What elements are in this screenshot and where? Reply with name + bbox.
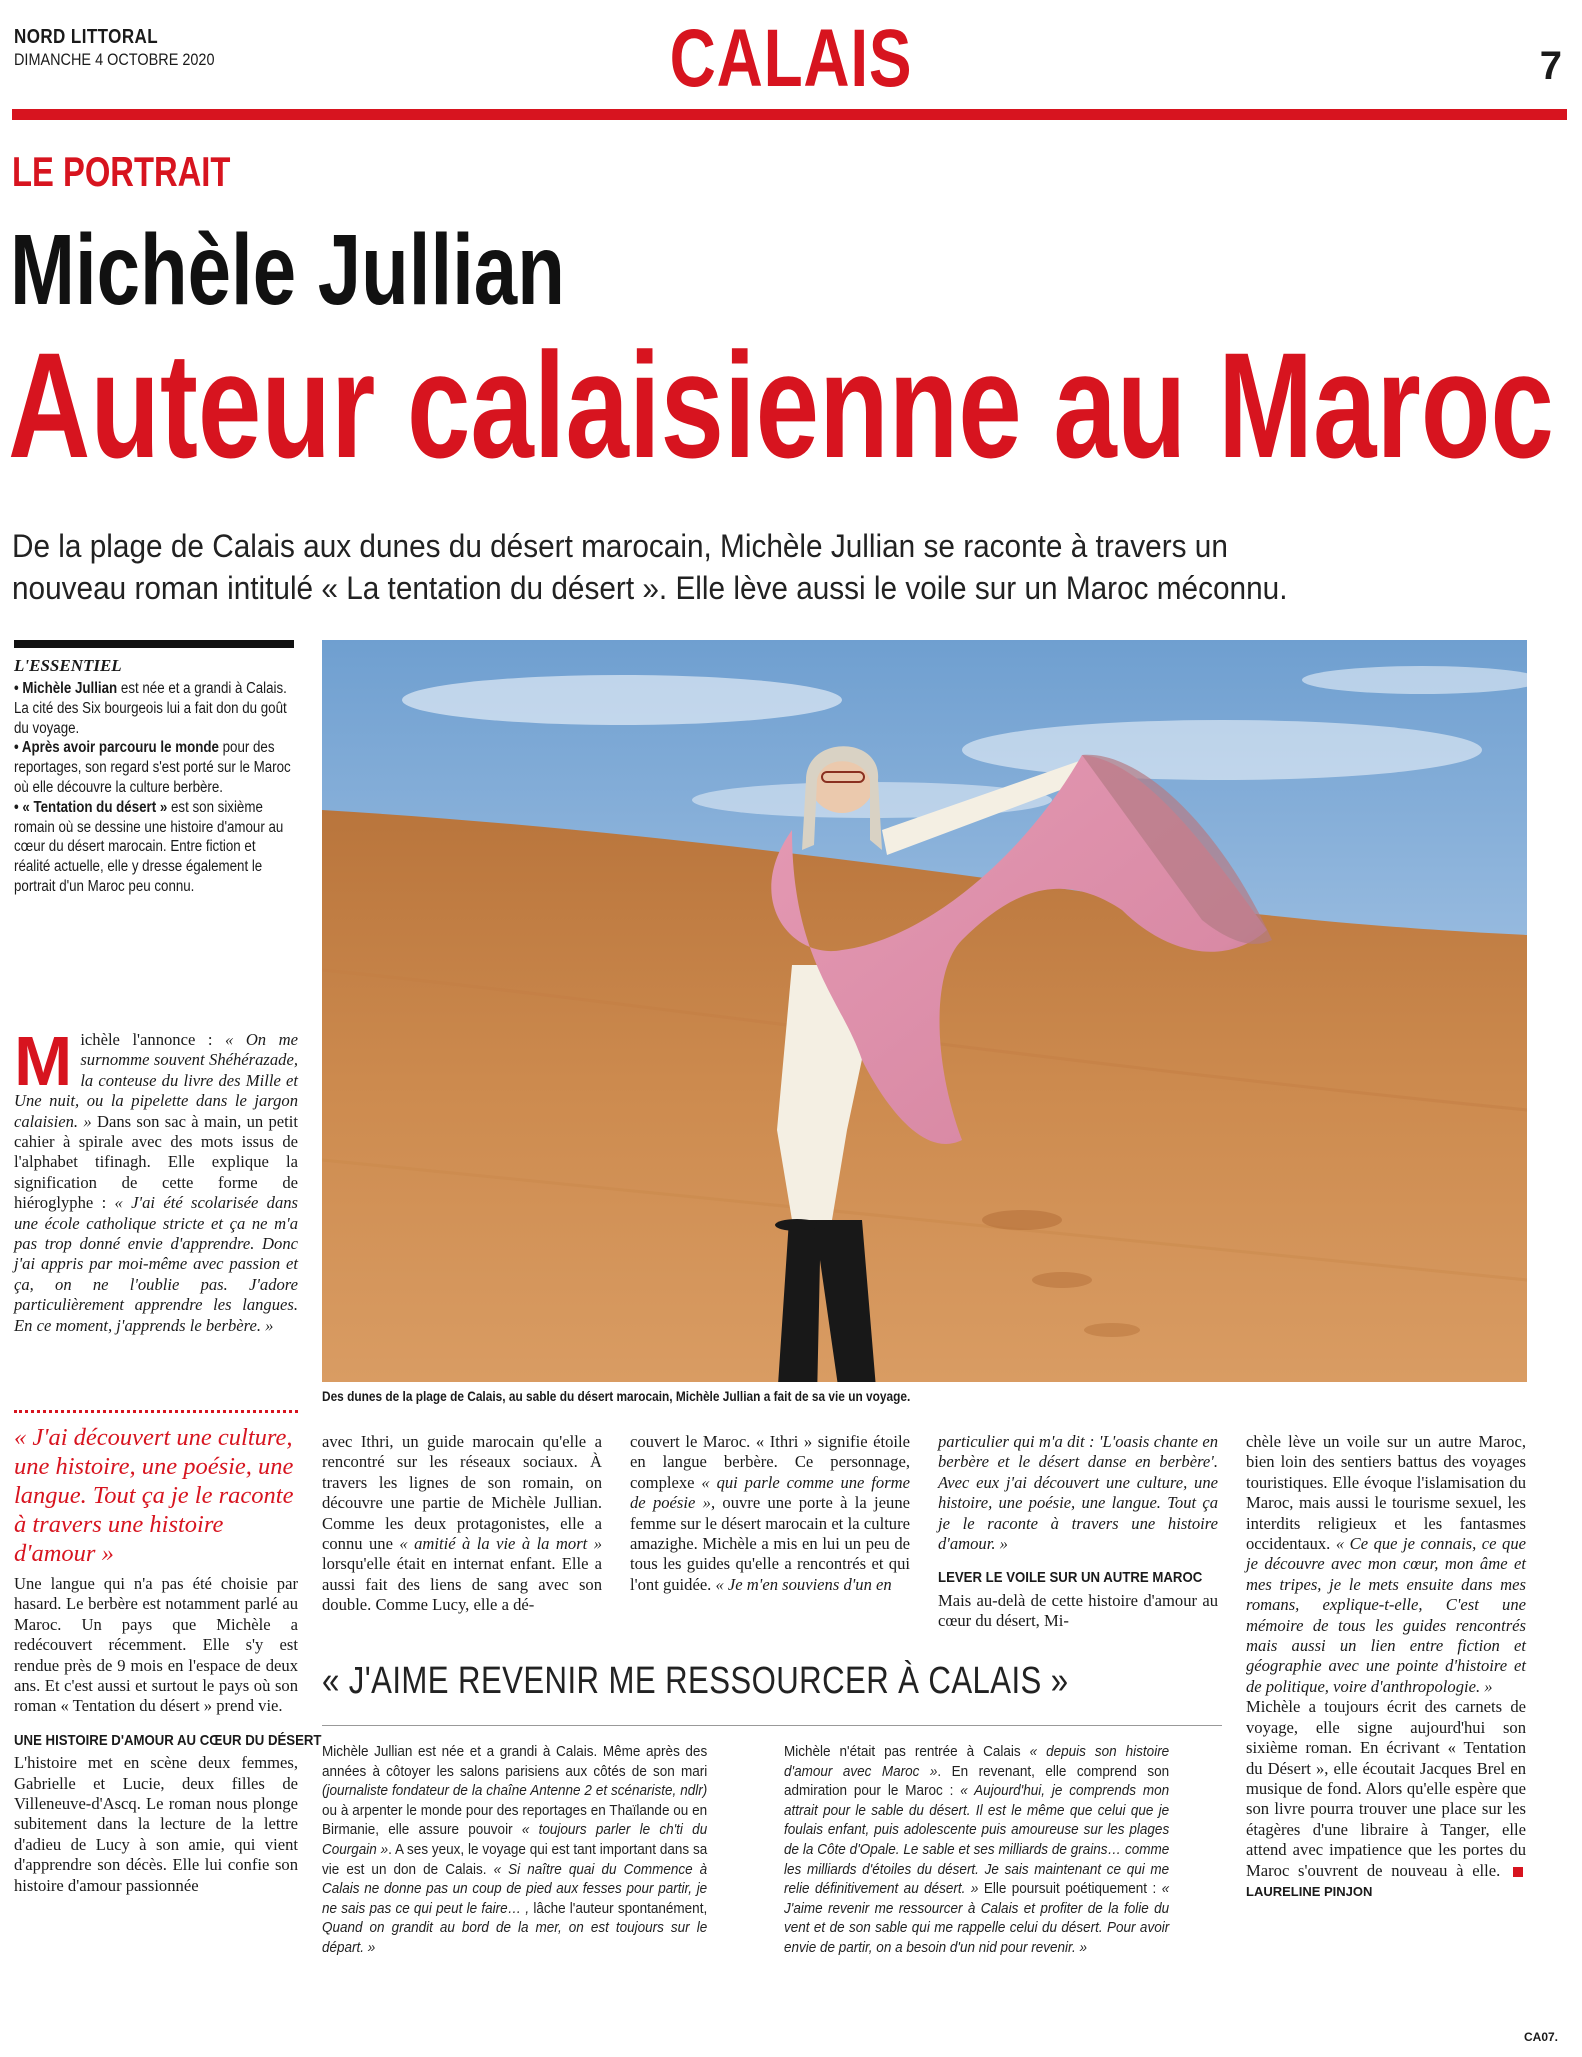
body-column-3: couvert le Maroc. « Ithri » signifie étoile en langue berbère. Ce personnage, complexe « qui parle comme une forme de poésie », ouvre une porte à la jeune femme sur le désert marocain et la culture amazighe. Michèle a mis en lui un peu de tous les guides qu'elle a rencontrés et qui l'ont guidée. « Je m'en souviens d'un en (630, 1432, 910, 1594)
article-standfirst: De la plage de Calais aux dunes du désert marocain, Michèle Jullian se raconte à travers un nouveau roman intitulé « La tentation du désert ». Elle lève aussi le voile sur un Maroc méconnu. (12, 528, 1288, 606)
pull-quote: « J'ai découvert une culture, une histoire, une poésie, une langue. Tout ça je le raconte à travers une histoire d'amour » (14, 1424, 294, 1567)
author-signature: LAURELINE PINJON (1246, 1883, 1373, 1899)
subhead: UNE HISTOIRE D'AMOUR AU CŒUR DU DÉSERT (14, 1731, 322, 1749)
essentiel-item: • « Tentation du désert » est son sixième romain où se dessine une histoire d'amour au cœur du désert marocain. Entre fiction et réalité actuelle, elle y dresse également le portrait d'un Maroc peu connu. (14, 798, 284, 895)
body-column-4: particulier qui m'a dit : 'L'oasis chante en berbère et le désert danse en berbère'. Avec eux j'ai découvert une culture, une histoire, une poésie, une langue. Tout ça je le raconte à travers une histoire d'amour. » LEVER LE VOILE SUR UN AUTRE MAROC Mais au-delà de cette histoire d'amour au cœur du désert, Mi- (938, 1432, 1218, 1631)
inset-column-left: Michèle Jullian est née et a grandi à Calais. Même après des années à côtoyer les salons parisiens aux côtés de son mari (journaliste fondateur de la chaîne Antenne 2 et scénariste, ndlr) ou à arpenter le monde pour des reportages en Thaïlande ou en Birmanie, elle assure pouvoir « toujours parler le ch'ti du Courgain ». A ses yeux, le voyage qui est tant important dans sa vie est un don de Calais. « Si naître quai du Commence à Calais ne donne pas un coup de pied aux fesses pour partir, je ne sais pas ce qui peut le faire… , lâche l'auteur spontanément, Quand on grandit au bord de la mer, on est toujours sur le départ. » (322, 1743, 708, 1956)
body-column-1: Une langue qui n'a pas été choisie par hasard. Le berbère est notamment parlé au Maroc. Un pays que Michèle a redécouvert récemment. Elle s'y est rendue près de 9 mois en l'espace de deux ans. Et c'est aussi et surtout le pays où son roman « Tentation du désert » prend vie. UNE HISTOIRE D'AMOUR AU CŒUR DU DÉSERT L'histoire met en scène deux femmes, Gabrielle et Lucie, deux filles de Villeneuve-d'Ascq. Le roman nous plonge subitement dans la lecture de la lettre d'adieu de Lucy à son amie, qui vient d'apprendre son décès. Elle lui confie son histoire d'amour passionnée (14, 1574, 322, 1895)
signature-square-icon (1513, 1867, 1523, 1877)
inset-rule (322, 1725, 1222, 1726)
article-kicker-name: Michèle Jullian (10, 214, 565, 326)
body-column-1-intro: Michèle l'annonce : « On me surnomme souvent Shéhérazade, la conteuse du livre des Mille et Une nuit, ou la pipelette dans le jargon calaisien. » Dans son sac à main, un petit cahier à spirale avec des mots issus de l'alphabet tifinagh. Elle explique la signification de cette forme de hiéroglyphe : « J'ai été scolarisée dans une école catholique stricte et ça ne m'a pas trop donné envie d'apprendre. Donc j'ai appris par moi-même avec passion et ça, on ne l'oublie pas. J'adore particulièrement apprendre les langues. En ce moment, j'apprends le berbère. » (14, 1022, 298, 1335)
section-title: CALAIS (669, 13, 913, 104)
header-rule (12, 109, 1567, 120)
drop-cap: M (14, 1022, 73, 1100)
body-column-5: chèle lève un voile sur un autre Maroc, bien loin des sentiers battus des voyages touristiques. Elle évoque l'islamisation du Maroc, mais aussi le tourisme sexuel, les interdits religieux et les fantasmes occidentaux. « Ce que je connais, ce que je découvre avec mon cœur, mon âme et mes tripes, je le mets ensuite dans mes romans, explique-t-elle, C'est une mémoire de tous les guides rencontrés mais aussi un lien entre fiction et géographie avec une pointe d'histoire et de politique, voire d'anthropologie. » Michèle a toujours écrit des carnets de voyage, elle signe aujourd'hui son sixième roman. En écrivant « Tentation du Désert », elle écoutait Jacques Brel en musique de fond. Alors qu'elle espère que son livre pourra trouver une place sur les étagères d'une libraire à Tanger, elle attend avec impatience que les portes du Maroc s'ouvrent de nouveau à elle. LAURELINE PINJON (1246, 1432, 1526, 1899)
folio: CA07. (1523, 2030, 1558, 2044)
essentiel-title: L'ESSENTIEL (14, 656, 122, 675)
publication-name: NORD LITTORAL (14, 26, 159, 48)
inset-column-right: Michèle n'était pas rentrée à Calais « depuis son histoire d'amour avec Maroc ». En revenant, elle comprend son admiration pour le Maroc : « Aujourd'hui, je comprends mon attrait pour le sable du désert. Il est le même que celui que je foulais enfant, puis adolescente puis amoureuse sur les plages de la Côte d'Opale. Le sable et ses milliards de grains… comme les milliards d'étoiles du désert. Je sais maintenant ce qui me relie définitivement au désert. » Elle poursuit poétiquement : « J'aime revenir me ressourcer à Calais et profiter de la folie du vent et de son sable qui me rappelle celui du désert. Pour avoir envie de partir, on a besoin d'un nid pour revenir. » (784, 1743, 1170, 1956)
dotted-rule (14, 1410, 298, 1413)
body-column-2: avec Ithri, un guide marocain qu'elle a rencontré sur les réseaux sociaux. À travers les lignes de son romain, on découvre une partie de Michèle Jullian. Comme les deux protagonistes, elle a connu une « amitié à la vie à la mort » lorsqu'elle était en internat enfant. Elle a aussi fait des liens de sang avec son double. Comme Lucy, elle a dé- (322, 1432, 602, 1615)
essentiel-bar (14, 640, 294, 648)
essentiel-item: • Michèle Jullian est née et a grandi à Calais. La cité des Six bourgeois lui a fait don du goût du voyage. (14, 680, 287, 737)
subhead: LEVER LE VOILE SUR UN AUTRE MAROC (938, 1569, 1203, 1587)
article-headline: Auteur calaisienne au Maroc (8, 321, 1554, 489)
rubrique-label: LE PORTRAIT (12, 148, 231, 195)
pull-quote-box (14, 1410, 322, 1896)
article-photo (322, 640, 1527, 1382)
inset-title: « J'AIME REVENIR ME RESSOURCER À CALAIS » (322, 1660, 1069, 1702)
essentiel-box (14, 640, 294, 897)
photo-caption: Des dunes de la plage de Calais, au sable du désert marocain, Michèle Jullian a fait de sa vie un voyage. (322, 1389, 911, 1404)
page-number: 7 (1539, 44, 1562, 88)
essentiel-item: • Après avoir parcouru le monde pour des reportages, son regard s'est porté sur le Maroc où elle découvre la culture berbère. (14, 739, 291, 796)
publication-date: DIMANCHE 4 OCTOBRE 2020 (14, 50, 215, 69)
